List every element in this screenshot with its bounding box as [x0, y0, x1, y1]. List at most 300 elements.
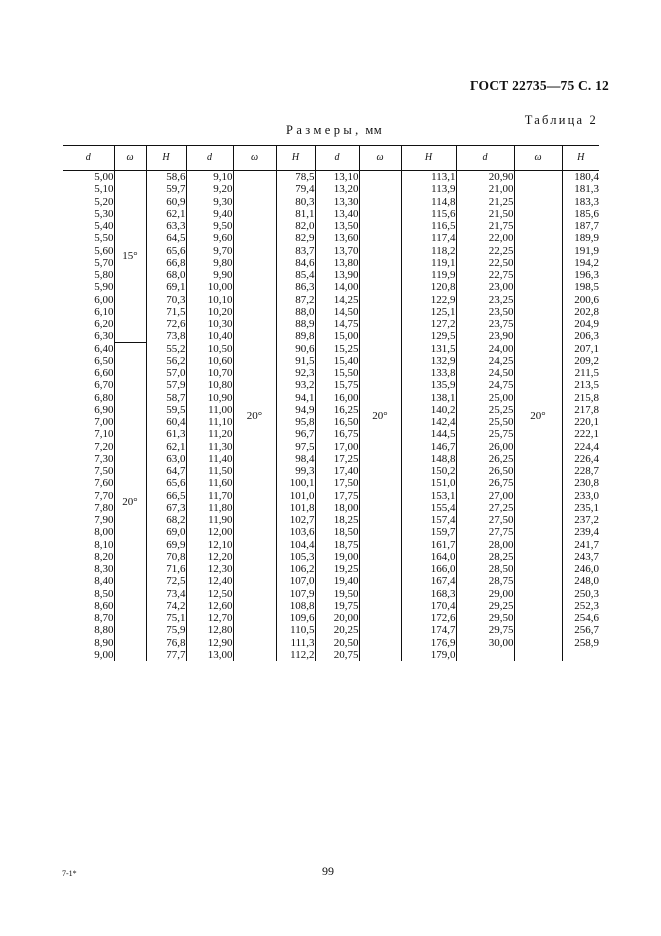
table-cell: 5,30: [63, 208, 114, 220]
table-cell: 83,7: [276, 245, 315, 257]
table-cell: 62,1: [146, 441, 186, 453]
table-cell: 146,7: [401, 441, 456, 453]
column-header: d: [456, 146, 514, 171]
table-cell: 71,5: [146, 306, 186, 318]
column-header: d: [63, 146, 114, 171]
table-cell: 104,4: [276, 539, 315, 551]
table-cell: 144,5: [401, 428, 456, 440]
table-cell: 27,75: [456, 526, 514, 538]
table-cell: 27,50: [456, 514, 514, 526]
table-cell: 230,8: [574, 477, 599, 490]
table-cell: 14,00: [315, 281, 359, 293]
table-cell: 107,9: [276, 588, 315, 600]
table-cell: 19,40: [315, 575, 359, 587]
table-cell: 68,0: [146, 269, 186, 281]
table-cell: 129,5: [401, 330, 456, 342]
table-cell: 18,75: [315, 539, 359, 551]
table-cell: 72,6: [146, 318, 186, 330]
table-cell: 24,25: [456, 355, 514, 367]
table-cell: 6,40: [63, 343, 114, 355]
table-cell: 112,2: [276, 649, 315, 661]
table-cell: 82,0: [276, 220, 315, 232]
table-cell: 176,9: [401, 637, 456, 649]
table-cell: 5,20: [63, 196, 114, 208]
table-cell: 153,1: [401, 490, 456, 502]
table-cell: 100,1: [276, 477, 315, 489]
table-cell: 131,5: [401, 343, 456, 355]
table-cell: 10,30: [186, 318, 233, 330]
table-cell: 79,4: [276, 183, 315, 195]
table-cell: 13,40: [315, 208, 359, 220]
table-cell: 29,50: [456, 612, 514, 624]
table-cell: 13,70: [315, 245, 359, 257]
table-cell: 20,50: [315, 637, 359, 649]
printer-mark: 7-1*: [62, 869, 77, 878]
table-cell: 16,50: [315, 416, 359, 428]
table-cell: 95,8: [276, 416, 315, 428]
table-cell: 7,70: [63, 490, 114, 502]
table-cell: 127,2: [401, 318, 456, 330]
table-cell: 8,70: [63, 612, 114, 624]
table-cell: 23,90: [456, 330, 514, 342]
table-cell: 5,60: [63, 245, 114, 257]
table-cell: 68,2: [146, 514, 186, 526]
dimensions-label-word: Размеры,: [286, 123, 362, 137]
table-cell: 11,30: [186, 441, 233, 453]
column-header: d: [315, 146, 359, 171]
table-cell: 75,1: [146, 612, 186, 624]
table-cell: 64,5: [146, 232, 186, 244]
table-cell: 8,10: [63, 539, 114, 551]
dimensions-label: [286, 123, 382, 138]
table-cell: 233,0: [574, 489, 599, 502]
table-cell: 58,6: [146, 171, 186, 184]
table-cell: 166,0: [401, 563, 456, 575]
table-cell: 74,2: [146, 600, 186, 612]
table-cell: 66,8: [146, 257, 186, 269]
table-cell: 181,3: [574, 183, 599, 196]
table-cell: 16,25: [315, 404, 359, 416]
table-cell: 96,7: [276, 428, 315, 440]
table-cell: 12,70: [186, 612, 233, 624]
table-cell: 6,10: [63, 306, 114, 318]
table-cell: 9,30: [186, 196, 233, 208]
table-cell: 159,7: [401, 526, 456, 538]
table-cell: 63,3: [146, 220, 186, 232]
table-cell: 239,4: [574, 526, 599, 539]
table-cell: 10,20: [186, 306, 233, 318]
table-cell: 57,0: [146, 367, 186, 379]
table-cell: 81,1: [276, 208, 315, 220]
table-cell: 252,3: [574, 599, 599, 612]
table-cell: 9,80: [186, 257, 233, 269]
table-cell: 164,0: [401, 551, 456, 563]
table-cell: 26,00: [456, 441, 514, 453]
table-cell: 15,25: [315, 343, 359, 355]
table-cell: 6,20: [63, 318, 114, 330]
table-cell: 151,0: [401, 477, 456, 489]
table-cell: 6,60: [63, 367, 114, 379]
table-cell: 196,3: [574, 269, 599, 281]
table-cell: 9,10: [186, 171, 233, 184]
table-cell: 125,1: [401, 306, 456, 318]
table-cell: 9,00: [63, 649, 114, 661]
table-cell: 18,50: [315, 526, 359, 538]
table-cell: 174,7: [401, 624, 456, 636]
table-cell: 91,5: [276, 355, 315, 367]
table-cell: 187,7: [574, 220, 599, 232]
table-cell: 13,20: [315, 183, 359, 195]
table-cell: 213,5: [574, 379, 599, 392]
dimensions-table: [63, 145, 599, 661]
table-cell: 6,70: [63, 379, 114, 391]
table-cell: 105,3: [276, 551, 315, 563]
table-cell: 118,2: [401, 245, 456, 257]
table-cell: 70,3: [146, 294, 186, 306]
table-cell: 11,70: [186, 490, 233, 502]
table-cell: 5,40: [63, 220, 114, 232]
table-cell: 10,50: [186, 343, 233, 355]
table-cell: 6,30: [63, 330, 114, 342]
table-cell: 86,3: [276, 281, 315, 293]
table-cell: 191,9: [574, 244, 599, 257]
table-cell: 7,00: [63, 416, 114, 428]
table-cell: 9,90: [186, 269, 233, 281]
table-cell: 12,00: [186, 526, 233, 538]
table-cell: 70,8: [146, 551, 186, 563]
table-cell: 17,25: [315, 453, 359, 465]
table-cell: 24,50: [456, 367, 514, 379]
table-cell: 8,00: [63, 526, 114, 538]
table-cell: 228,7: [574, 465, 599, 477]
omega-angle-cell: 20°: [359, 171, 401, 662]
table-cell: 12,20: [186, 551, 233, 563]
table-cell: 15,75: [315, 379, 359, 391]
table-cell: 258,9: [574, 636, 599, 649]
table-cell: 13,50: [315, 220, 359, 232]
table-cell: 10,10: [186, 294, 233, 306]
table-cell: 60,9: [146, 196, 186, 208]
table-cell: 250,3: [574, 587, 599, 600]
dimensions-label-unit: мм: [365, 123, 383, 137]
table-cell: 135,9: [401, 379, 456, 391]
table-cell: 97,5: [276, 441, 315, 453]
table-cell: 21,00: [456, 183, 514, 195]
table-cell: 58,7: [146, 392, 186, 404]
table-cell: 109,6: [276, 612, 315, 624]
table-cell: 102,7: [276, 514, 315, 526]
table-cell: 84,6: [276, 257, 315, 269]
table-cell: 200,6: [574, 293, 599, 306]
page-number: 99: [322, 864, 334, 878]
table-cell: 7,90: [63, 514, 114, 526]
table-cell: 23,50: [456, 306, 514, 318]
table-cell: 209,2: [574, 354, 599, 367]
table-cell: 76,8: [146, 637, 186, 649]
table-cell: [562, 649, 599, 661]
omega-angle-cell: 20°: [114, 343, 146, 662]
table-header-row: [63, 146, 599, 171]
table-cell: 132,9: [401, 355, 456, 367]
table-cell: 167,4: [401, 575, 456, 587]
table-cell: 28,50: [456, 563, 514, 575]
table-cell: 20,00: [315, 612, 359, 624]
table-cell: 65,6: [146, 245, 186, 257]
table-cell: 10,00: [186, 281, 233, 293]
table-cell: 94,1: [276, 392, 315, 404]
table-cell: 7,80: [63, 502, 114, 514]
table-cell: 10,60: [186, 355, 233, 367]
table-cell: 61,3: [146, 428, 186, 440]
table-cell: 64,7: [146, 465, 186, 477]
table-cell: 88,0: [276, 306, 315, 318]
table-cell: 10,40: [186, 330, 233, 342]
table-cell: 16,75: [315, 428, 359, 440]
table-cell: 14,75: [315, 318, 359, 330]
table-cell: 189,9: [574, 232, 599, 245]
table-cell: 25,50: [456, 416, 514, 428]
document-header-title: ГОСТ 22735—75 С. 12: [470, 78, 609, 93]
table-cell: 20,75: [315, 649, 359, 661]
table-cell: 119,9: [401, 269, 456, 281]
table-cell: 138,1: [401, 392, 456, 404]
table-cell: 75,9: [146, 624, 186, 636]
table-cell: 8,40: [63, 575, 114, 587]
table-cell: 59,5: [146, 404, 186, 416]
table-cell: 25,75: [456, 428, 514, 440]
table-cell: 222,1: [574, 428, 599, 441]
column-header: ω: [114, 146, 146, 171]
table-cell: 12,30: [186, 563, 233, 575]
table-cell: 19,75: [315, 600, 359, 612]
table-cell: 206,3: [574, 330, 599, 343]
table-cell: 235,1: [574, 501, 599, 514]
table-cell: 19,25: [315, 563, 359, 575]
column-header: ω: [359, 146, 401, 171]
table-cell: 10,80: [186, 379, 233, 391]
table-cell: 11,40: [186, 453, 233, 465]
table-cell: 204,9: [574, 318, 599, 330]
column-header: ω: [233, 146, 276, 171]
table-cell: 22,00: [456, 232, 514, 244]
table-cell: 92,3: [276, 367, 315, 379]
table-cell: 11,50: [186, 465, 233, 477]
table-cell: 69,0: [146, 526, 186, 538]
table-cell: 20,90: [456, 171, 514, 184]
table-row: [63, 171, 599, 184]
table-cell: 13,60: [315, 232, 359, 244]
table-cell: 13,30: [315, 196, 359, 208]
table-cell: 13,10: [315, 171, 359, 184]
table-cell: 73,8: [146, 330, 186, 342]
table-cell: 9,50: [186, 220, 233, 232]
table-cell: 29,00: [456, 588, 514, 600]
table-cell: 226,4: [574, 452, 599, 465]
table-cell: 56,2: [146, 355, 186, 367]
table-cell: 30,00: [456, 637, 514, 649]
table-cell: 29,75: [456, 624, 514, 636]
table-cell: 18,00: [315, 502, 359, 514]
table-cell: 25,00: [456, 392, 514, 404]
table-cell: 14,25: [315, 294, 359, 306]
table-cell: 113,9: [401, 183, 456, 195]
table-cell: 87,2: [276, 294, 315, 306]
table-cell: 111,3: [276, 637, 315, 649]
table-cell: 24,00: [456, 343, 514, 355]
table-cell: 133,8: [401, 367, 456, 379]
table-cell: 198,5: [574, 281, 599, 294]
table-cell: 82,9: [276, 232, 315, 244]
table-cell: 5,80: [63, 269, 114, 281]
table-cell: 116,5: [401, 220, 456, 232]
table-cell: 8,30: [63, 563, 114, 575]
table-cell: 215,8: [574, 391, 599, 404]
table-cell: 155,4: [401, 502, 456, 514]
table-cell: 67,3: [146, 502, 186, 514]
table-cell: 9,20: [186, 183, 233, 195]
table-cell: 207,1: [574, 342, 599, 355]
table-cell: 224,4: [574, 440, 599, 453]
column-header: H: [401, 146, 456, 171]
table-cell: 172,6: [401, 612, 456, 624]
table-cell: 24,75: [456, 379, 514, 391]
table-cell: 69,9: [146, 539, 186, 551]
table-cell: [456, 649, 514, 661]
table-cell: 185,6: [574, 207, 599, 220]
table-cell: 85,4: [276, 269, 315, 281]
table-cell: 157,4: [401, 514, 456, 526]
table-cell: 179,0: [401, 649, 456, 661]
table-cell: 101,0: [276, 490, 315, 502]
table-cell: 246,0: [574, 563, 599, 575]
table-cell: 7,50: [63, 465, 114, 477]
omega-angle-cell: 15°: [114, 171, 146, 343]
table-cell: 119,1: [401, 257, 456, 269]
table-cell: 7,60: [63, 477, 114, 489]
table-cell: 18,25: [315, 514, 359, 526]
table-cell: 120,8: [401, 281, 456, 293]
table-cell: 9,60: [186, 232, 233, 244]
table-cell: 13,90: [315, 269, 359, 281]
table-cell: 5,00: [63, 171, 114, 184]
table-cell: 98,4: [276, 453, 315, 465]
table-cell: 180,4: [574, 171, 599, 183]
table-cell: 7,10: [63, 428, 114, 440]
table-cell: 78,5: [276, 171, 315, 184]
table-cell: 28,25: [456, 551, 514, 563]
table-cell: 21,50: [456, 208, 514, 220]
table-cell: 90,6: [276, 343, 315, 355]
table-cell: 6,00: [63, 294, 114, 306]
table-cell: 8,60: [63, 600, 114, 612]
table-cell: 110,5: [276, 624, 315, 636]
table-cell: 11,20: [186, 428, 233, 440]
table-cell: 10,70: [186, 367, 233, 379]
table-cell: 22,25: [456, 245, 514, 257]
table-cell: 103,6: [276, 526, 315, 538]
table-cell: 19,50: [315, 588, 359, 600]
table-cell: 5,70: [63, 257, 114, 269]
table-cell: 94,9: [276, 404, 315, 416]
table-cell: 21,75: [456, 220, 514, 232]
table-cell: 101,8: [276, 502, 315, 514]
table-cell: 115,6: [401, 208, 456, 220]
table-cell: 6,80: [63, 392, 114, 404]
table-cell: 5,50: [63, 232, 114, 244]
table-cell: 122,9: [401, 294, 456, 306]
column-header: H: [562, 146, 599, 171]
table-cell: 12,50: [186, 588, 233, 600]
table-cell: 237,2: [574, 514, 599, 526]
table-cell: 16,00: [315, 392, 359, 404]
table-cell: 168,3: [401, 588, 456, 600]
table-cell: 15,40: [315, 355, 359, 367]
table-cell: 256,7: [574, 624, 599, 637]
table-cell: 88,9: [276, 318, 315, 330]
table-cell: 62,1: [146, 208, 186, 220]
table-cell: 12,10: [186, 539, 233, 551]
table-cell: 5,10: [63, 183, 114, 195]
table-cell: 148,8: [401, 453, 456, 465]
table-cell: 140,2: [401, 404, 456, 416]
table-cell: 22,75: [456, 269, 514, 281]
table-cell: 28,00: [456, 539, 514, 551]
table-cell: 11,00: [186, 404, 233, 416]
table-cell: 107,0: [276, 575, 315, 587]
table-body: [63, 171, 599, 662]
table-cell: 28,75: [456, 575, 514, 587]
column-header: ω: [514, 146, 562, 171]
table-cell: 77,7: [146, 649, 186, 661]
table-cell: 8,80: [63, 624, 114, 636]
table-cell: 8,90: [63, 637, 114, 649]
table-cell: 12,80: [186, 624, 233, 636]
table-cell: 80,3: [276, 196, 315, 208]
table-cell: 26,75: [456, 477, 514, 489]
table-cell: 19,00: [315, 551, 359, 563]
table-cell: 57,9: [146, 379, 186, 391]
table-cell: 7,20: [63, 441, 114, 453]
table-cell: 14,50: [315, 306, 359, 318]
table-cell: 170,4: [401, 600, 456, 612]
table-cell: 59,7: [146, 183, 186, 195]
table-cell: 202,8: [574, 305, 599, 318]
table-cell: 142,4: [401, 416, 456, 428]
table-cell: 11,10: [186, 416, 233, 428]
table-cell: 29,25: [456, 600, 514, 612]
table-cell: 6,50: [63, 355, 114, 367]
table-cell: 63,0: [146, 453, 186, 465]
table-cell: 106,2: [276, 563, 315, 575]
table-cell: 55,2: [146, 343, 186, 355]
table-cell: 220,1: [574, 416, 599, 428]
table-cell: 71,6: [146, 563, 186, 575]
table-cell: 6,90: [63, 404, 114, 416]
table-cell: 65,6: [146, 477, 186, 489]
table-cell: 13,80: [315, 257, 359, 269]
omega-angle-cell: 20°: [233, 171, 276, 662]
table-cell: 17,00: [315, 441, 359, 453]
table-cell: 194,2: [574, 256, 599, 269]
table-cell: 13,00: [186, 649, 233, 661]
table-cell: 9,40: [186, 208, 233, 220]
table-cell: 99,3: [276, 465, 315, 477]
table-cell: 5,90: [63, 281, 114, 293]
table-cell: 60,4: [146, 416, 186, 428]
table-cell: 113,1: [401, 171, 456, 184]
table-label: Таблица 2: [524, 113, 598, 127]
table-cell: 23,25: [456, 294, 514, 306]
